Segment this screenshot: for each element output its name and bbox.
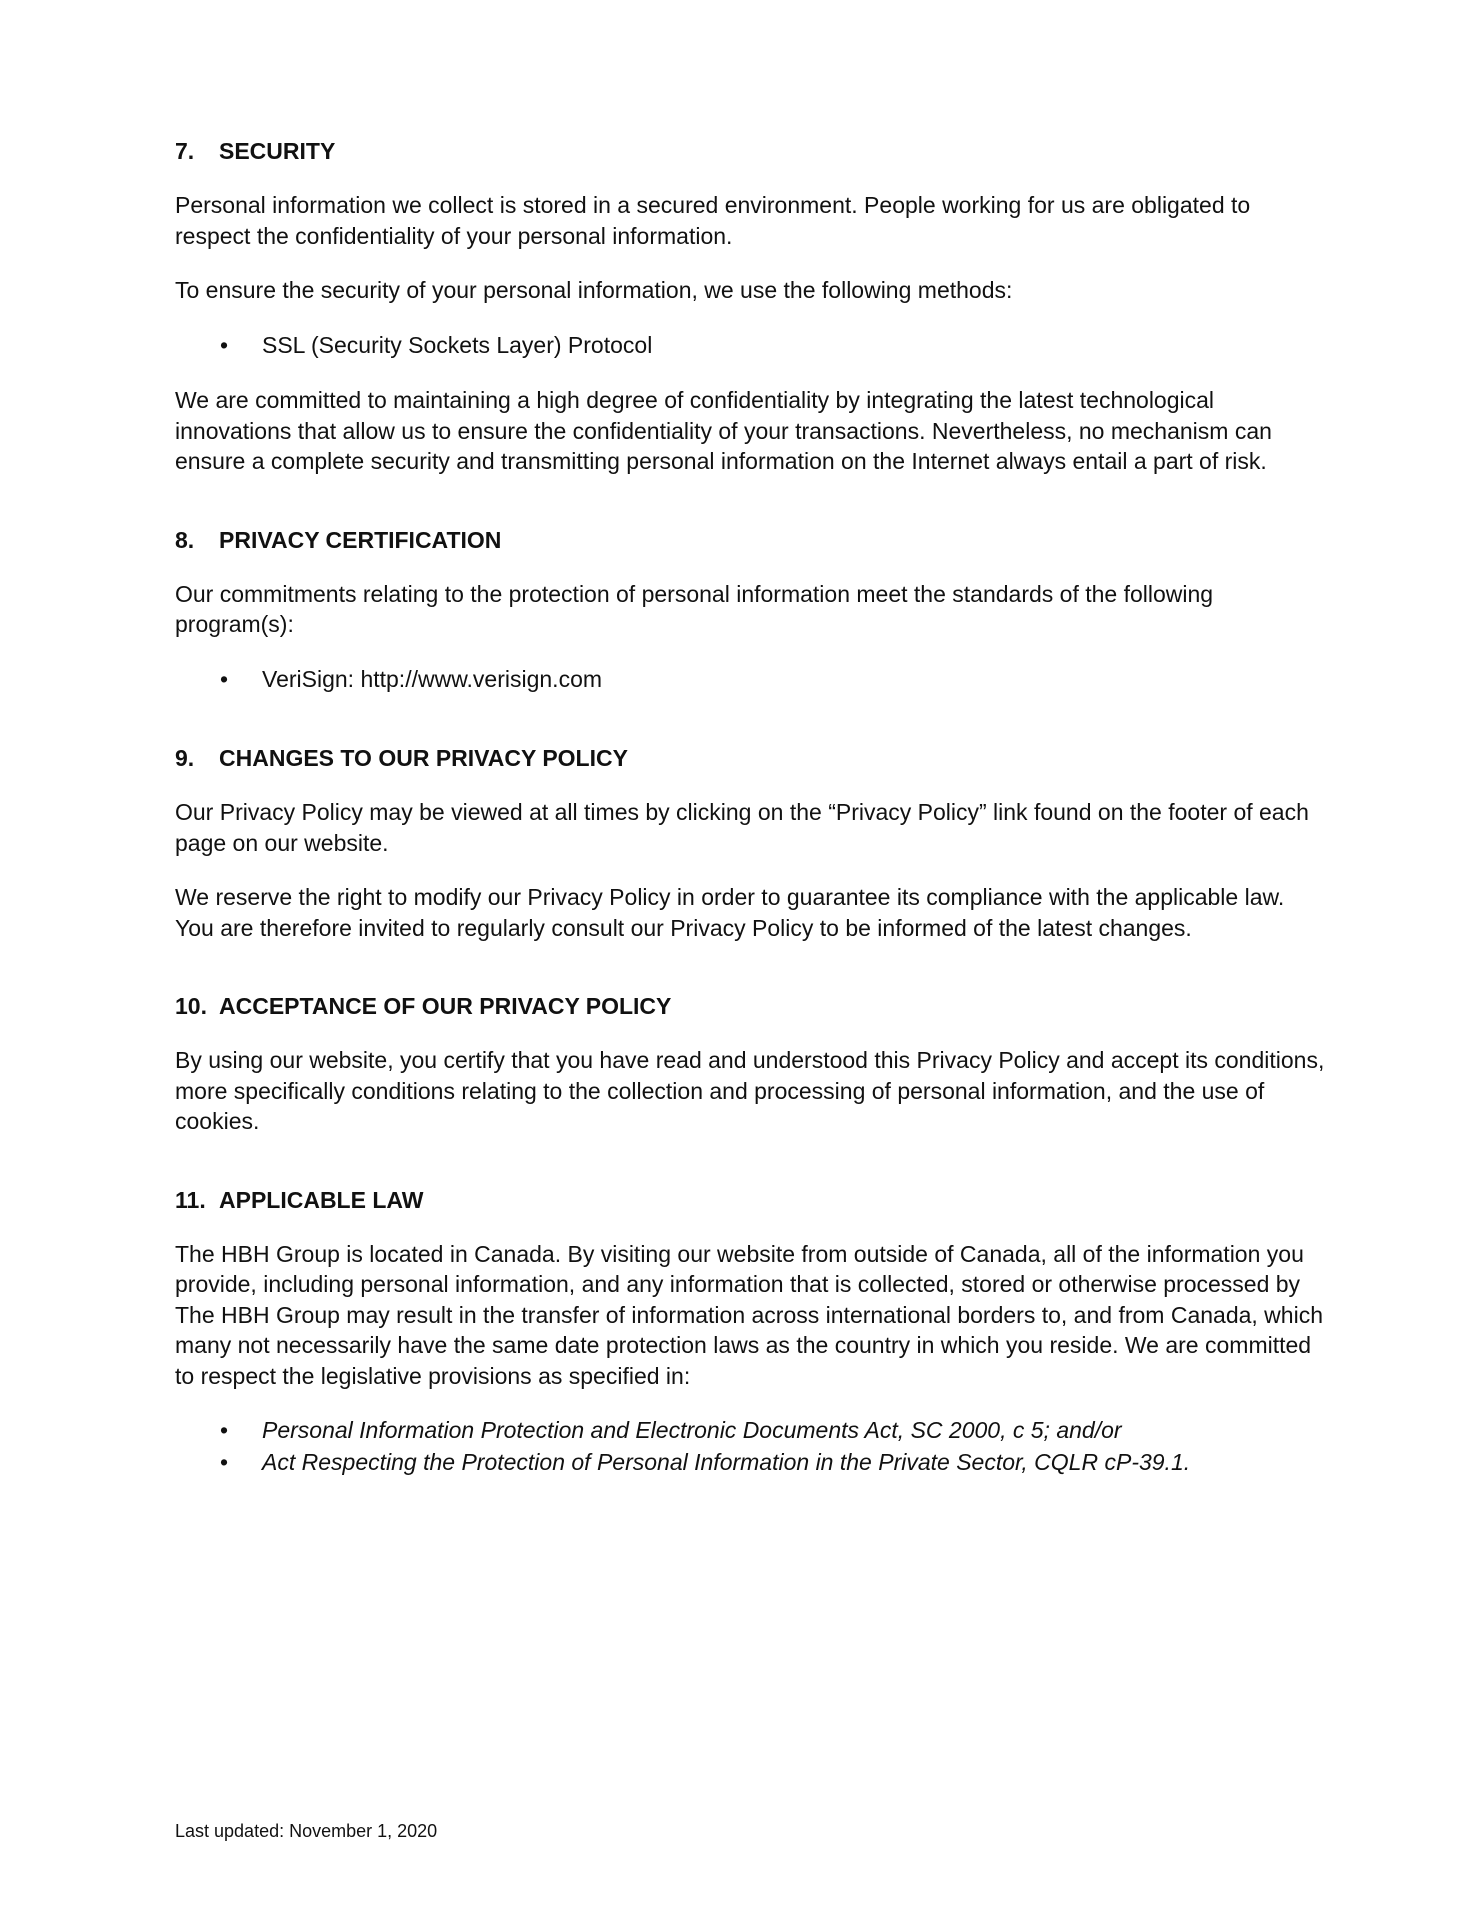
section-changes — [175, 743, 1325, 943]
section-title: APPLICABLE LAW — [219, 1186, 424, 1213]
section-number: 11. — [175, 1186, 206, 1213]
list-item-text: Personal Information Protection and Electronic Documents Act, SC 2000, c 5; and/or — [262, 1417, 1122, 1443]
paragraph: Personal information we collect is stored in a secured environment. People working for us are obligated to respect the confidentiality of your personal information. — [175, 192, 1251, 249]
bullet-list — [175, 1415, 1325, 1478]
section-number: 8. — [175, 526, 195, 553]
list-item — [175, 664, 1325, 696]
paragraph: To ensure the security of your personal information, we use the following methods: — [175, 277, 1013, 303]
list-item-text: VeriSign: http://www.verisign.com — [262, 665, 603, 692]
section-heading — [175, 525, 1325, 555]
section-number: 7. — [175, 138, 195, 164]
section-heading — [175, 1185, 1325, 1215]
section-number: 9. — [175, 745, 195, 771]
list-item — [175, 1447, 1325, 1479]
paragraph: By using our website, you certify that you have read and understood this Privacy Policy and accept its conditions, more specifically conditions relating to the collection and processing of personal information, and the use of cookies. — [175, 1047, 1325, 1134]
paragraph: We reserve the right to modify our Privacy Policy in order to guarantee its compliance with the applicable law. You are therefore invited to regularly consult our Privacy Policy to be informed of the latest changes. — [175, 884, 1285, 941]
section-heading — [175, 743, 1325, 773]
section-title: PRIVACY CERTIFICATION — [219, 526, 502, 553]
paragraph: The HBH Group is located in Canada. By visiting our website from outside of Canada, all of the information you provide, including personal information, and any information that is collected, stored or otherwise processed by The HBH Group may result in the transfer of information across international borders to, and from Canada, which many not necessarily have the same date protection laws as the country in which you reside. We are committed to respect the legislative provisions as specified in: — [175, 1240, 1323, 1389]
section-applicable-law — [175, 1185, 1325, 1479]
section-title: CHANGES TO OUR PRIVACY POLICY — [219, 745, 628, 771]
paragraph: Our Privacy Policy may be viewed at all times by clicking on the “Privacy Policy” link found on the footer of each page on our website. — [175, 799, 1309, 856]
bullet-icon: • — [220, 1417, 229, 1443]
list-item-text: Act Respecting the Protection of Personal Information in the Private Sector, CQLR cP-39.1. — [262, 1448, 1191, 1475]
bullet-icon: • — [220, 331, 229, 358]
last-updated: Last updated: November 1, 2020 — [175, 1821, 438, 1841]
section-heading — [175, 991, 1325, 1021]
paragraph: Our commitments relating to the protection of personal information meet the standards of the following program(s): — [175, 580, 1214, 637]
paragraph: We are committed to maintaining a high degree of confidentiality by integrating the latest technological innovations that allow us to ensure the confidentiality of your transactions. Nevertheless, no mechanism can ensure a complete security and transmitting personal information on the Internet always entail a part of risk. — [175, 387, 1272, 474]
section-title: SECURITY — [219, 138, 336, 164]
section-title: ACCEPTANCE OF OUR PRIVACY POLICY — [219, 993, 672, 1019]
bullet-list — [175, 664, 1325, 696]
section-heading — [175, 136, 1325, 166]
section-acceptance — [175, 991, 1325, 1137]
bullet-icon: • — [220, 665, 229, 692]
bullet-icon: • — [220, 1448, 229, 1475]
list-item-text: SSL (Security Sockets Layer) Protocol — [262, 331, 653, 358]
document-page — [175, 136, 1325, 1502]
section-number: 10. — [175, 993, 207, 1019]
list-item — [175, 1415, 1325, 1447]
section-security — [175, 136, 1325, 477]
section-privacy-certification — [175, 525, 1325, 696]
bullet-list — [175, 330, 1325, 362]
list-item — [175, 330, 1325, 362]
